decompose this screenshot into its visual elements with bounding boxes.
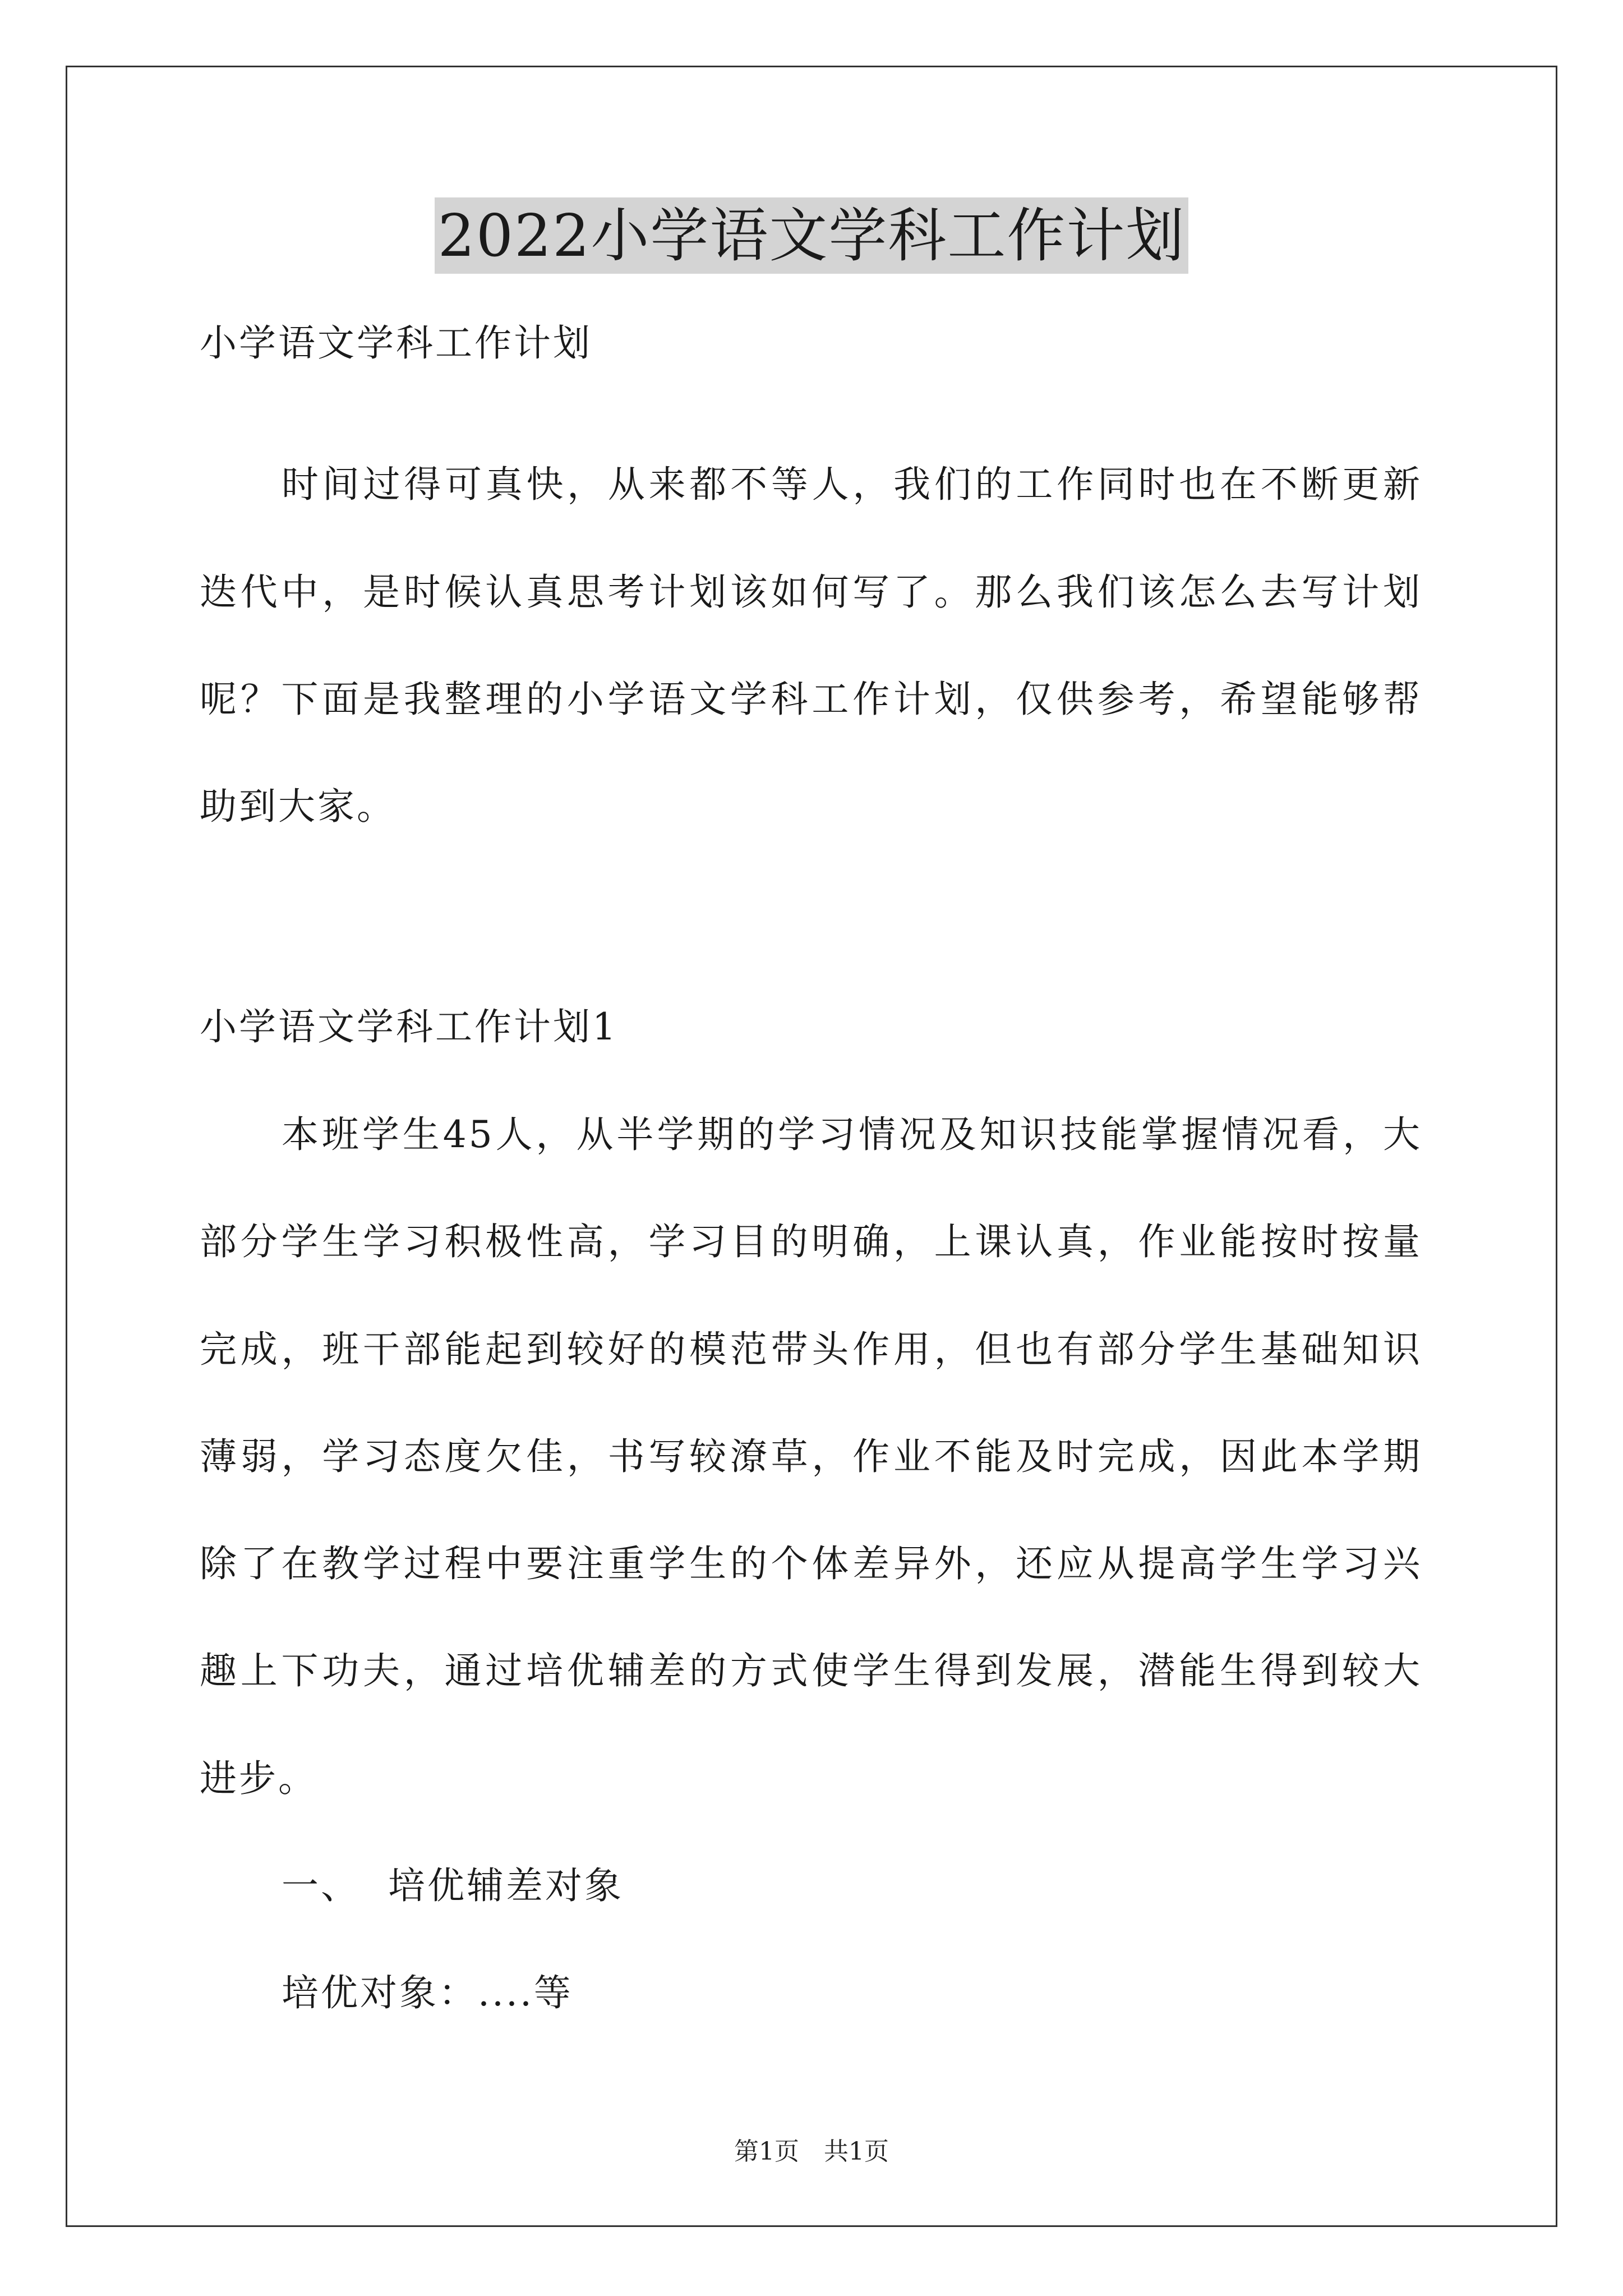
section1-line-1: 本班学生45人，从半学期的学习情况及知识技能掌握情况看，大 [282,1113,1422,1156]
item1-heading: 一、 培优辅差对象 [282,1864,624,1907]
title-container [0,197,1623,274]
page-footer [0,2136,1623,2168]
page-number-total: 共1页 [824,2137,889,2166]
intro-line-2: 迭代中，是时候认真思考计划该如何写了。那么我们该怎么去写计划 [200,570,1422,614]
section1-line-4: 薄弱，学习态度欠佳，书写较潦草，作业不能及时完成，因此本学期 [200,1435,1422,1478]
section1-line-2: 部分学生学习积极性高，学习目的明确，上课认真，作业能按时按量 [200,1220,1422,1263]
section1-heading: 小学语文学科工作计划1 [200,1005,618,1048]
section1-line-5: 除了在教学过程中要注重学生的个体差异外，还应从提高学生学习兴 [200,1542,1422,1585]
section1-line-3: 完成，班干部能起到较好的模范带头作用，但也有部分学生基础知识 [200,1328,1422,1371]
section1-line-6: 趣上下功夫，通过培优辅差的方式使学生得到发展，潜能生得到较大 [200,1649,1422,1692]
document-title: 2022小学语文学科工作计划 [435,197,1189,274]
intro-line-1: 时间过得可真快，从来都不等人，我们的工作同时也在不断更新 [282,463,1422,506]
intro-line-3: 呢？下面是我整理的小学语文学科工作计划，仅供参考，希望能够帮 [200,678,1422,721]
intro-line-4: 助到大家。 [200,785,396,828]
section1-line-7: 进步。 [200,1757,317,1800]
item1-text: 培优对象：....等 [282,1971,573,2014]
document-subtitle: 小学语文学科工作计划 [200,321,592,365]
page-number-current: 第1页 [734,2137,799,2166]
